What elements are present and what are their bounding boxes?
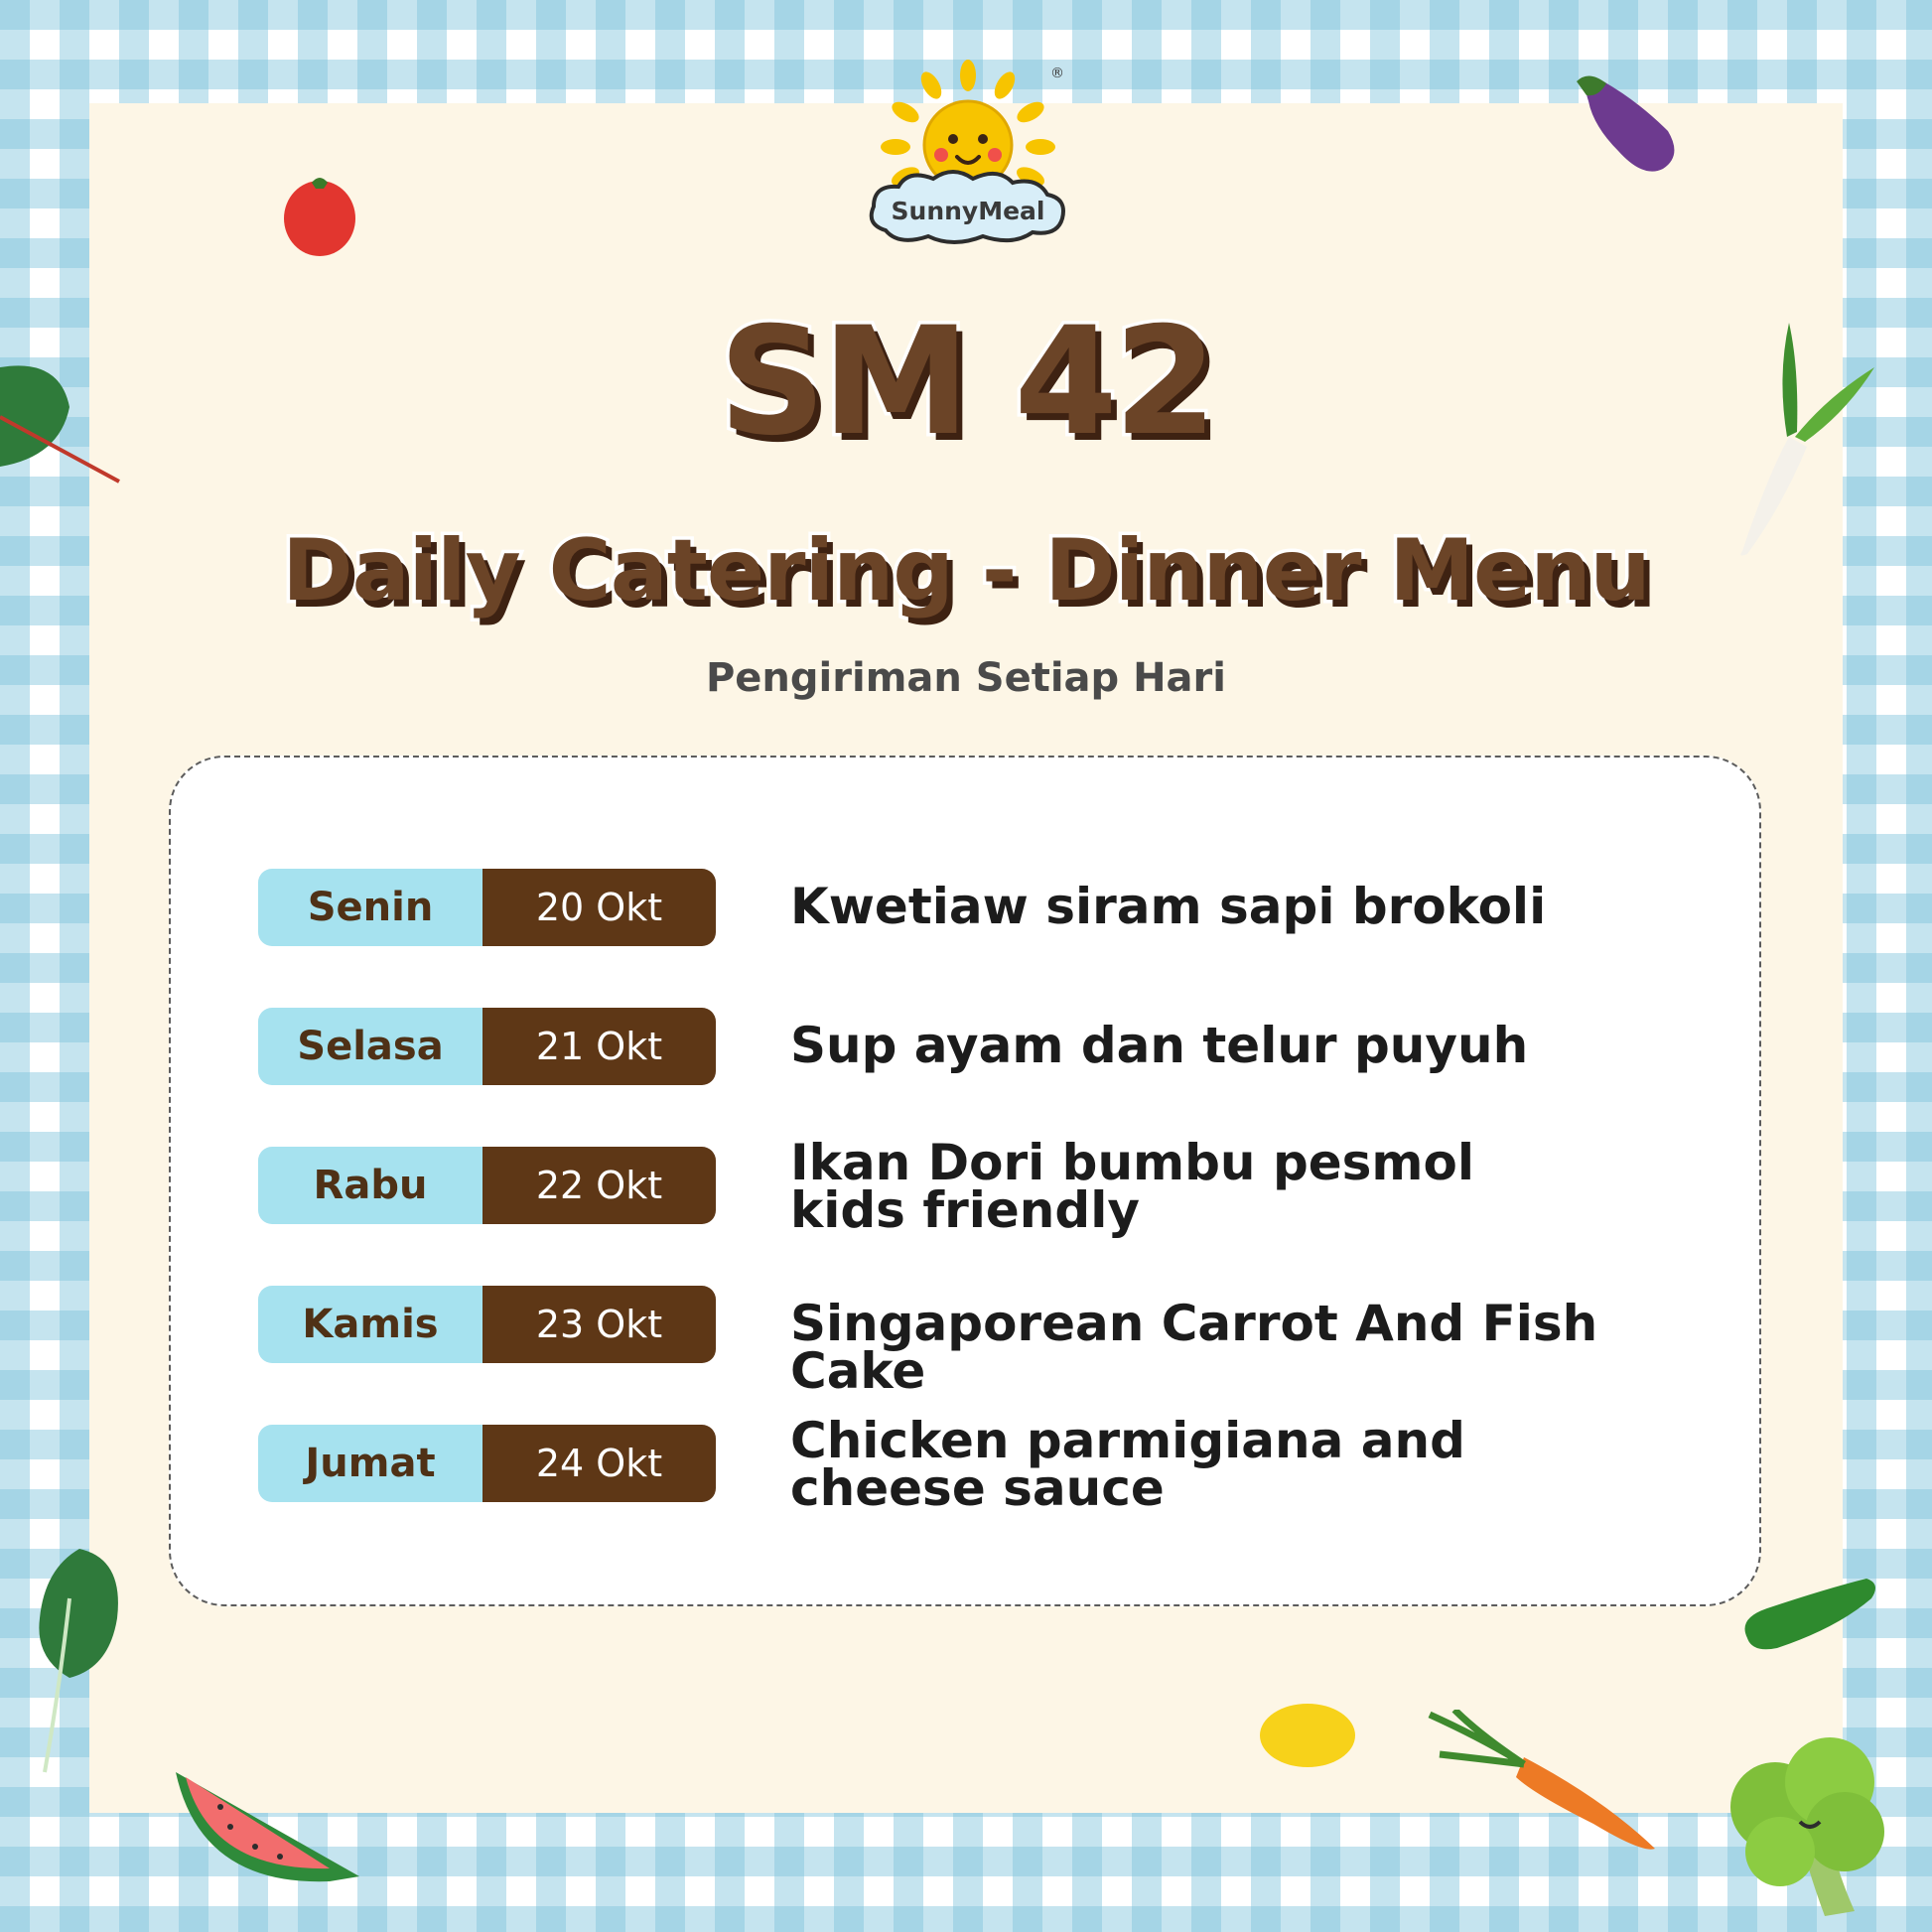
date-label: 24 Okt bbox=[483, 1425, 716, 1502]
tomato-icon bbox=[280, 169, 359, 258]
day-pill bbox=[258, 1008, 716, 1085]
leaf-icon bbox=[0, 357, 124, 486]
radish-icon bbox=[1727, 318, 1876, 556]
day-pill bbox=[258, 869, 716, 946]
eggplant-icon bbox=[1559, 62, 1688, 181]
lemon-icon bbox=[1253, 1698, 1362, 1772]
day-label: Kamis bbox=[258, 1286, 483, 1363]
sunnymeal-logo bbox=[854, 58, 1082, 256]
page-subheading: Daily Catering - Dinner Menu bbox=[282, 521, 1650, 621]
menu-card bbox=[169, 756, 1761, 1606]
day-label: Jumat bbox=[258, 1425, 483, 1502]
dish-name: Sup ayam dan telur puyuh bbox=[790, 1017, 1529, 1074]
date-label: 23 Okt bbox=[483, 1286, 716, 1363]
broccoli-icon bbox=[1716, 1727, 1904, 1926]
watermelon-icon bbox=[171, 1767, 364, 1896]
page-title: SM 42 bbox=[718, 296, 1214, 469]
dish-name: Chicken parmigiana and cheese sauce bbox=[790, 1412, 1465, 1517]
delivery-note: Pengiriman Setiap Hari bbox=[705, 655, 1226, 701]
day-pill bbox=[258, 1147, 716, 1224]
day-pill bbox=[258, 1286, 716, 1363]
carrot-icon bbox=[1425, 1710, 1663, 1859]
day-label: Rabu bbox=[258, 1147, 483, 1224]
date-label: 20 Okt bbox=[483, 869, 716, 946]
spinach-icon bbox=[30, 1539, 124, 1777]
day-label: Selasa bbox=[258, 1008, 483, 1085]
dish-name: Singaporean Carrot And Fish Cake bbox=[790, 1295, 1598, 1400]
day-label: Senin bbox=[258, 869, 483, 946]
day-pill bbox=[258, 1425, 716, 1502]
date-label: 22 Okt bbox=[483, 1147, 716, 1224]
dish-name: Kwetiaw siram sapi brokoli bbox=[790, 878, 1547, 935]
date-label: 21 Okt bbox=[483, 1008, 716, 1085]
cucumber-icon bbox=[1737, 1569, 1881, 1658]
logo-text: SunnyMeal bbox=[891, 197, 1045, 225]
dish-name: Ikan Dori bumbu pesmol kids friendly bbox=[790, 1134, 1474, 1239]
registered-mark: ® bbox=[1050, 66, 1064, 81]
